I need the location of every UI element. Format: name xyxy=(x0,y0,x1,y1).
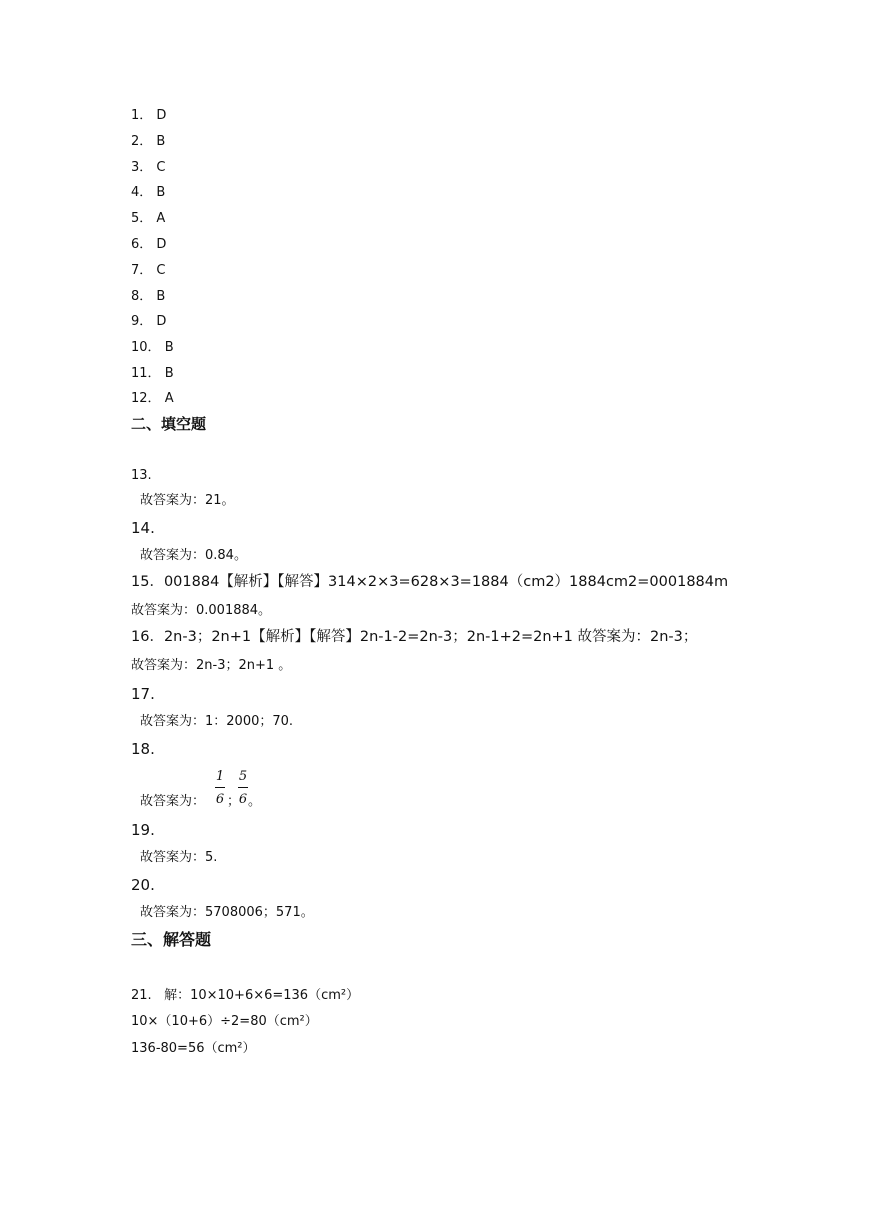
mc-answer-4: 4． B xyxy=(131,185,166,200)
q14-number: 14. xyxy=(131,519,155,537)
q15-line: 15．001884【解析】【解答】314×2×3=628×3=1884（cm2）1884cm2=0001884m xyxy=(131,574,729,590)
mc-answer-11: 11． B xyxy=(131,366,174,381)
mc-answer-7: 7． C xyxy=(131,263,166,278)
q18-frac1-denominator: 6 xyxy=(215,792,225,807)
q21-line-2: 10×（10+6）÷2=80（cm²） xyxy=(131,1014,318,1029)
mc-answer-3: 3． C xyxy=(131,160,166,175)
mc-answer-5: 5． A xyxy=(131,211,166,226)
q16-line: 16．2n-3；2n+1【解析】【解答】2n-1-2=2n-3；2n-1+2=2n+1 故答案为：2n-3； xyxy=(131,629,698,645)
mc-answer-9: 9． D xyxy=(131,314,167,329)
mc-answer-6: 6． D xyxy=(131,237,167,252)
q18-answer-prefix: 故答案为： xyxy=(140,794,206,809)
q18-frac1-numerator: 1 xyxy=(215,769,225,784)
mc-answer-12: 12． A xyxy=(131,391,174,406)
q18-frac1-bar xyxy=(215,787,225,788)
q18-frac2-numerator: 5 xyxy=(238,769,248,784)
q18-separator: ； xyxy=(227,794,241,809)
section-2-heading: 二、填空题 xyxy=(131,415,207,433)
mc-answer-8: 8． B xyxy=(131,289,166,304)
q20-number: 20. xyxy=(131,876,155,894)
mc-answer-2: 2． B xyxy=(131,134,166,149)
q14-answer: 故答案为：0.84。 xyxy=(140,548,247,563)
q21-line-1: 21. 解：10×10+6×6=136（cm²） xyxy=(131,988,360,1003)
q18-end: 。 xyxy=(248,794,262,809)
q17-answer: 故答案为：1：2000；70. xyxy=(140,714,294,729)
mc-answer-1: 1． D xyxy=(131,108,167,123)
q15-answer: 故答案为：0.001884。 xyxy=(131,603,272,618)
q19-number: 19. xyxy=(131,821,155,839)
section-3-heading: 三、解答题 xyxy=(131,930,212,949)
q17-number: 17. xyxy=(131,685,155,703)
q13-answer: 故答案为：21。 xyxy=(140,493,235,508)
q21-line-3: 136-80=56（cm²） xyxy=(131,1041,256,1056)
q20-answer: 故答案为：5708006；571。 xyxy=(140,905,314,920)
mc-answer-10: 10． B xyxy=(131,340,174,355)
q19-answer: 故答案为：5. xyxy=(140,850,218,865)
q18-number: 18. xyxy=(131,740,155,758)
q16-answer: 故答案为：2n-3；2n+1 。 xyxy=(131,658,292,673)
q18-frac2-bar xyxy=(238,787,248,788)
q18-frac2-denominator: 6 xyxy=(238,792,248,807)
q13-number: 13. xyxy=(131,468,152,483)
